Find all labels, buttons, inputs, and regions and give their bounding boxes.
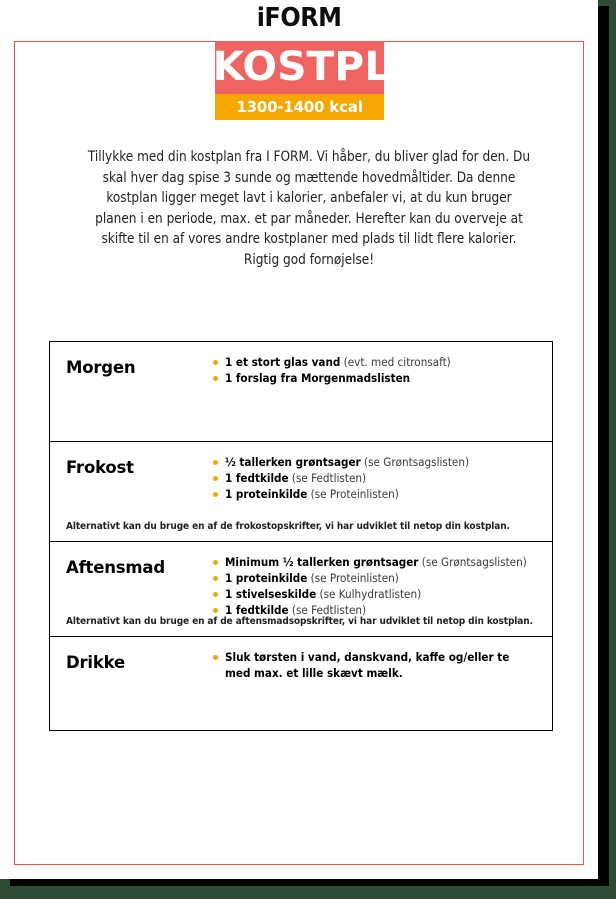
kostplan-banner-text: KOSTPLAN: [212, 44, 456, 90]
bullet-icon: [213, 492, 218, 497]
meal-item-list: [213, 637, 552, 682]
meal-item-main: 1 proteinkilde: [225, 571, 308, 585]
bullet-icon: [213, 460, 218, 465]
meal-item-main: Minimum ½ tallerken grøntsager: [225, 555, 419, 569]
meal-item-main: 1 fedtkilde: [225, 603, 289, 617]
meal-row: [50, 542, 552, 619]
meal-item-main: ½ tallerken grøntsager: [225, 455, 361, 469]
bullet-icon: [213, 476, 218, 481]
meal-item-main: 1 forslag fra Morgenmadslisten: [225, 371, 411, 385]
iform-logo: [257, 5, 342, 31]
meal-item-list: [213, 542, 552, 619]
masthead: [0, 5, 598, 31]
kostplan-banner: [212, 41, 456, 94]
meal-row: [50, 637, 552, 682]
meal-item-reference: (se Grøntsagslisten): [418, 555, 527, 569]
meal-item-reference: (se Proteinlisten): [307, 487, 399, 501]
iform-logo-main: FORM: [264, 3, 342, 33]
meal-item: [213, 555, 538, 571]
meal-item-reference: (evt. med citronsaft): [340, 355, 451, 369]
meal-item-reference: (se Proteinlisten): [307, 571, 399, 585]
bullet-icon: [213, 360, 218, 365]
title-block: [212, 41, 456, 120]
bullet-icon: [213, 376, 218, 381]
bullet-icon: [213, 608, 218, 613]
meal-section-aftensmad: [50, 542, 552, 637]
meal-name: Aftensmad: [66, 558, 165, 577]
meal-note: Alternativt kan du bruge en af de frokostopskrifter, vi har udviklet til netop din kostplan.: [66, 521, 510, 532]
iform-logo-prefix: i: [256, 3, 265, 33]
meal-item-main: Sluk tørsten i vand, danskvand, kaffe og/eller te med max. et lille skævt mælk.: [225, 650, 510, 680]
meal-item-reference: (se Kulhydratlisten): [316, 587, 422, 601]
meal-item: [213, 487, 538, 503]
meal-item-list: [213, 442, 552, 503]
meal-section-morgen: [50, 342, 552, 442]
meal-name: Drikke: [66, 653, 125, 672]
meal-item: [213, 455, 538, 471]
bullet-icon: [213, 560, 218, 565]
meal-item: [213, 571, 538, 587]
meal-row: [50, 442, 552, 503]
meal-note: Alternativt kan du bruge en af de aftensmadsopskrifter, vi har udviklet til netop din kostplan.: [66, 616, 533, 627]
meal-item: [213, 587, 538, 603]
meal-name: Frokost: [66, 458, 134, 477]
kcal-badge: 1300-1400 kcal: [215, 94, 384, 120]
meal-item-reference: (se Fedtlisten): [288, 471, 367, 485]
meal-item: [213, 371, 538, 387]
meal-item-reference: (se Grøntsagslisten): [360, 455, 470, 469]
meal-plan-table: [49, 341, 553, 731]
bullet-icon: [213, 592, 218, 597]
meal-item-main: 1 proteinkilde: [225, 487, 308, 501]
meal-row: [50, 342, 552, 387]
meal-item: [213, 355, 538, 371]
meal-section-frokost: [50, 442, 552, 542]
intro-paragraph: Tillykke med din kostplan fra I FORM. Vi håber, du bliver glad for den. Du skal hver dag spise 3 sunde og mættende hovedmåltider. Da denne kostplan ligger meget lavt i kalorier, anbefaler vi, at du kun bruger planen i en periode, max. et par måneder. Herefter kan du overveje at skifte til en af vores andre kostplaner med plads til lidt flere kalorier. Rigtig god fornøjelse!: [87, 149, 531, 268]
meal-item-main: 1 stivelseskilde: [225, 587, 317, 601]
meal-item-list: [213, 342, 552, 387]
meal-item: [213, 471, 538, 487]
bullet-icon: [213, 655, 218, 660]
meal-section-drikke: [50, 637, 552, 730]
meal-name: Morgen: [66, 358, 136, 377]
meal-item-main: 1 et stort glas vand: [225, 355, 341, 369]
bullet-icon: [213, 576, 218, 581]
meal-item-reference: (se Fedtlisten): [288, 603, 367, 617]
meal-item: [213, 650, 538, 681]
meal-item-main: 1 fedtkilde: [225, 471, 289, 485]
